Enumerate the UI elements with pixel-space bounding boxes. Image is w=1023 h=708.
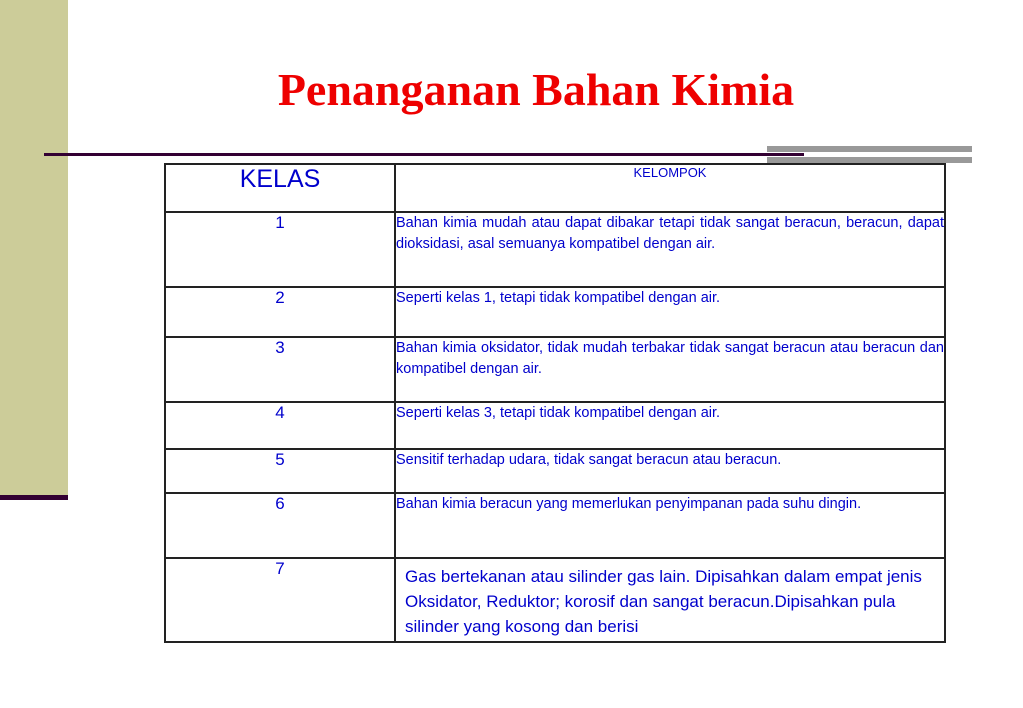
- kelas-cell: 7: [165, 558, 395, 642]
- kelas-cell: 3: [165, 337, 395, 402]
- kelompok-cell: Bahan kimia mudah atau dapat dibakar tetapi tidak sangat beracun, beracun, dapat dioksidasi, asal semuanya kompatibel dengan air.: [395, 212, 945, 287]
- kelas-cell: 4: [165, 402, 395, 449]
- kelompok-cell: Seperti kelas 3, tetapi tidak kompatibel dengan air.: [395, 402, 945, 449]
- kelompok-cell: Sensitif terhadap udara, tidak sangat beracun atau beracun.: [395, 449, 945, 493]
- kelompok-cell: Seperti kelas 1, tetapi tidak kompatibel dengan air.: [395, 287, 945, 337]
- accent-bar-top: [767, 146, 972, 152]
- kelas-cell: 5: [165, 449, 395, 493]
- table-row: [165, 402, 945, 449]
- kelas-cell: 6: [165, 493, 395, 558]
- kelas-cell: 1: [165, 212, 395, 287]
- table-row: [165, 493, 945, 558]
- table-row: [165, 212, 945, 287]
- table-row: [165, 337, 945, 402]
- header-kelas: KELAS: [165, 164, 395, 212]
- table-row: [165, 287, 945, 337]
- kelompok-cell: Bahan kimia beracun yang memerlukan penyimpanan pada suhu dingin.: [395, 493, 945, 558]
- table-row: [165, 558, 945, 642]
- header-kelompok: KELOMPOK: [395, 164, 945, 212]
- kelompok-cell: Bahan kimia oksidator, tidak mudah terbakar tidak sangat beracun atau beracun dan kompatibel dengan air.: [395, 337, 945, 402]
- title-underline: [44, 153, 804, 156]
- kelas-cell: 2: [165, 287, 395, 337]
- chemical-class-table: [164, 163, 946, 643]
- kelompok-cell: Gas bertekanan atau silinder gas lain. Dipisahkan dalam empat jenis Oksidator, Reduktor; korosif dan sangat beracun.Dipisahkan pula silinder yang kosong dan berisi: [395, 558, 945, 642]
- slide-title: Penanganan Bahan Kimia: [277, 64, 795, 115]
- table-header-row: [165, 164, 945, 212]
- table-row: [165, 449, 945, 493]
